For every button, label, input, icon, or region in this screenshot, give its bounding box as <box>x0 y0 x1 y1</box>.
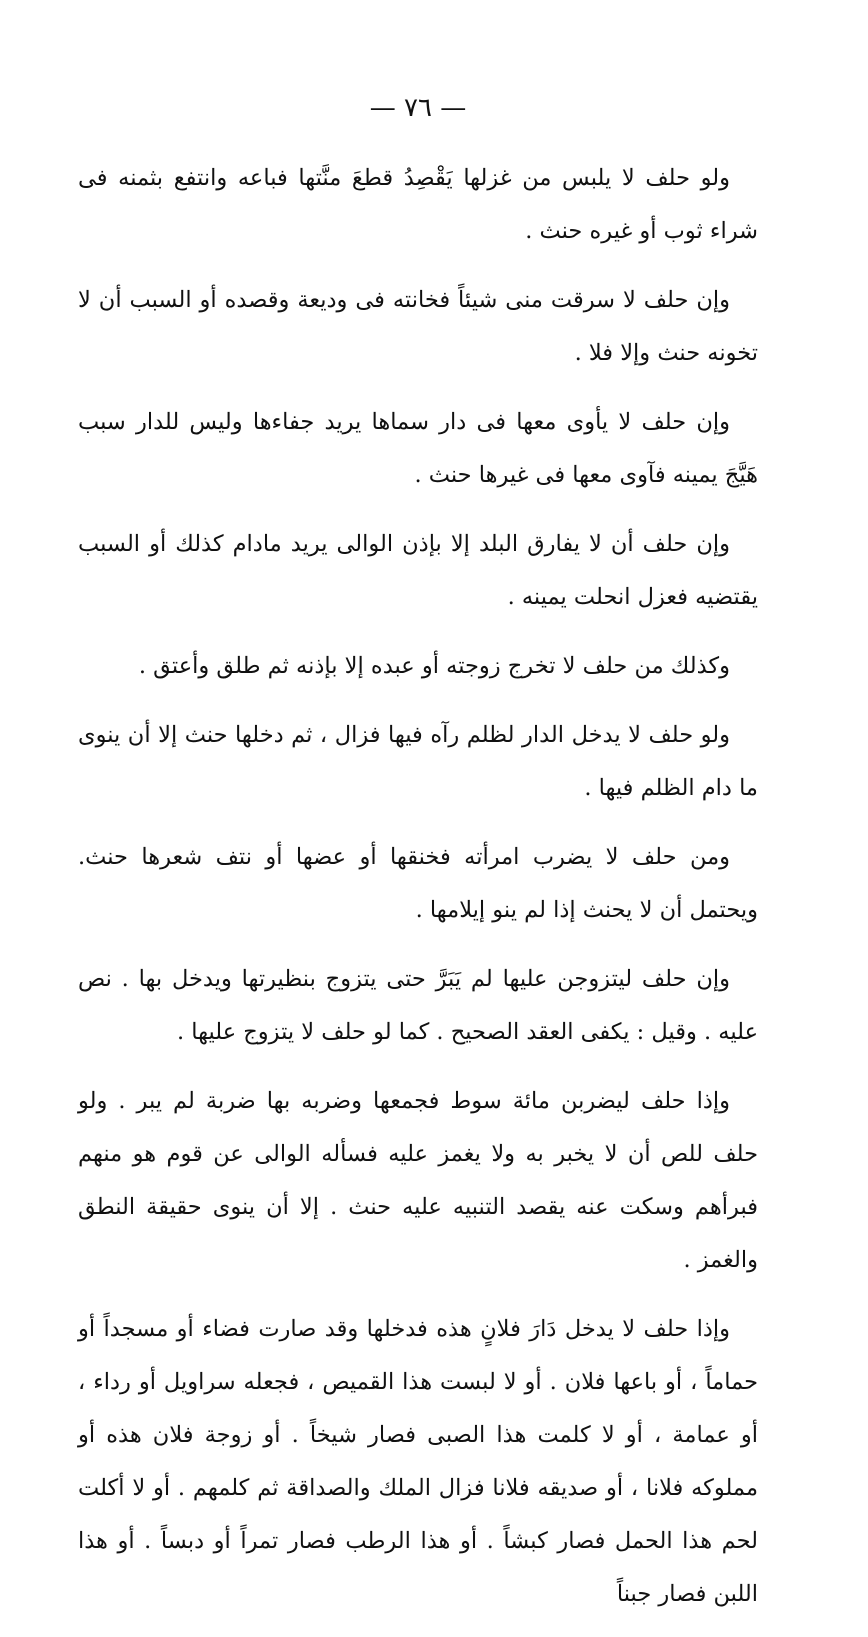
paragraph: ولو حلف لا يدخل الدار لظلم رآه فيها فزال ، ثم دخلها حنث إلا أن ينوى ما دام الظلم فيها . <box>78 722 758 801</box>
page-number: — ٧٦ — <box>369 93 467 123</box>
document-page <box>78 0 758 1607</box>
body-text <box>78 152 758 1637</box>
paragraph: ولو حلف لا يلبس من غزلها يَقْصِدُ قطعَ منَّتها فباعه وانتفع بثمنه فى شراء ثوب أو غيره حنث . <box>78 165 758 244</box>
paragraph: ومن حلف لا يضرب امرأته فخنقها أو عضها أو نتف شعرها حنث. ويحتمل أن لا يحنث إذا لم ينو إيلامها . <box>78 844 758 923</box>
paragraph: وكذلك من حلف لا تخرج زوجته أو عبده إلا بإذنه ثم طلق وأعتق . <box>138 653 730 679</box>
paragraph: وإذا حلف ليضربن مائة سوط فجمعها وضربه بها ضربة لم يبر . ولو حلف للص أن لا يخبر به ولا يغمز عليه فسأله الوالى عن قوم هو منهم فبرأهم وسكت عنه يقصد التنبيه عليه حنث . إلا أن ينوى حقيقة النطق والغمز . <box>78 1088 758 1273</box>
paragraph: وإن حلف لا يأوى معها فى دار سماها يريد جفاءها وليس للدار سبب هَيَّجَ يمينه فآوى معها فى غيرها حنث . <box>78 409 758 488</box>
paragraph: وإن حلف ليتزوجن عليها لم يَبَرَّ حتى يتزوج بنظيرتها ويدخل بها . نص عليه . وقيل : يكفى العقد الصحيح . كما لو حلف لا يتزوج عليها . <box>78 966 758 1045</box>
paragraph: وإذا حلف لا يدخل دَارَ فلانٍ هذه فدخلها وقد صارت فضاء أو مسجداً أو حماماً ، أو باعها فلان . أو لا لبست هذا القميص ، فجعله سراويل أو رداء ، أو عمامة ، أو لا كلمت هذا الصبى فصار شيخاً . أو زوجة فلان هذه أو مملوكه فلانا ، أو صديقه فلانا فزال الملك والصداقة ثم كلمهم . أو لا أكلت لحم هذا الحمل فصار كبشاً . أو هذا الرطب فصار تمراً أو دبساً . أو هذا اللبن فصار جبناً <box>78 1316 758 1607</box>
paragraph: وإن حلف أن لا يفارق البلد إلا بإذن الوالى يريد مادام كذلك أو السبب يقتضيه فعزل انحلت يمينه . <box>78 531 758 610</box>
paragraph: وإن حلف لا سرقت منى شيئاً فخانته فى وديعة وقصده أو السبب أن لا تخونه حنث وإلا فلا . <box>78 287 758 366</box>
